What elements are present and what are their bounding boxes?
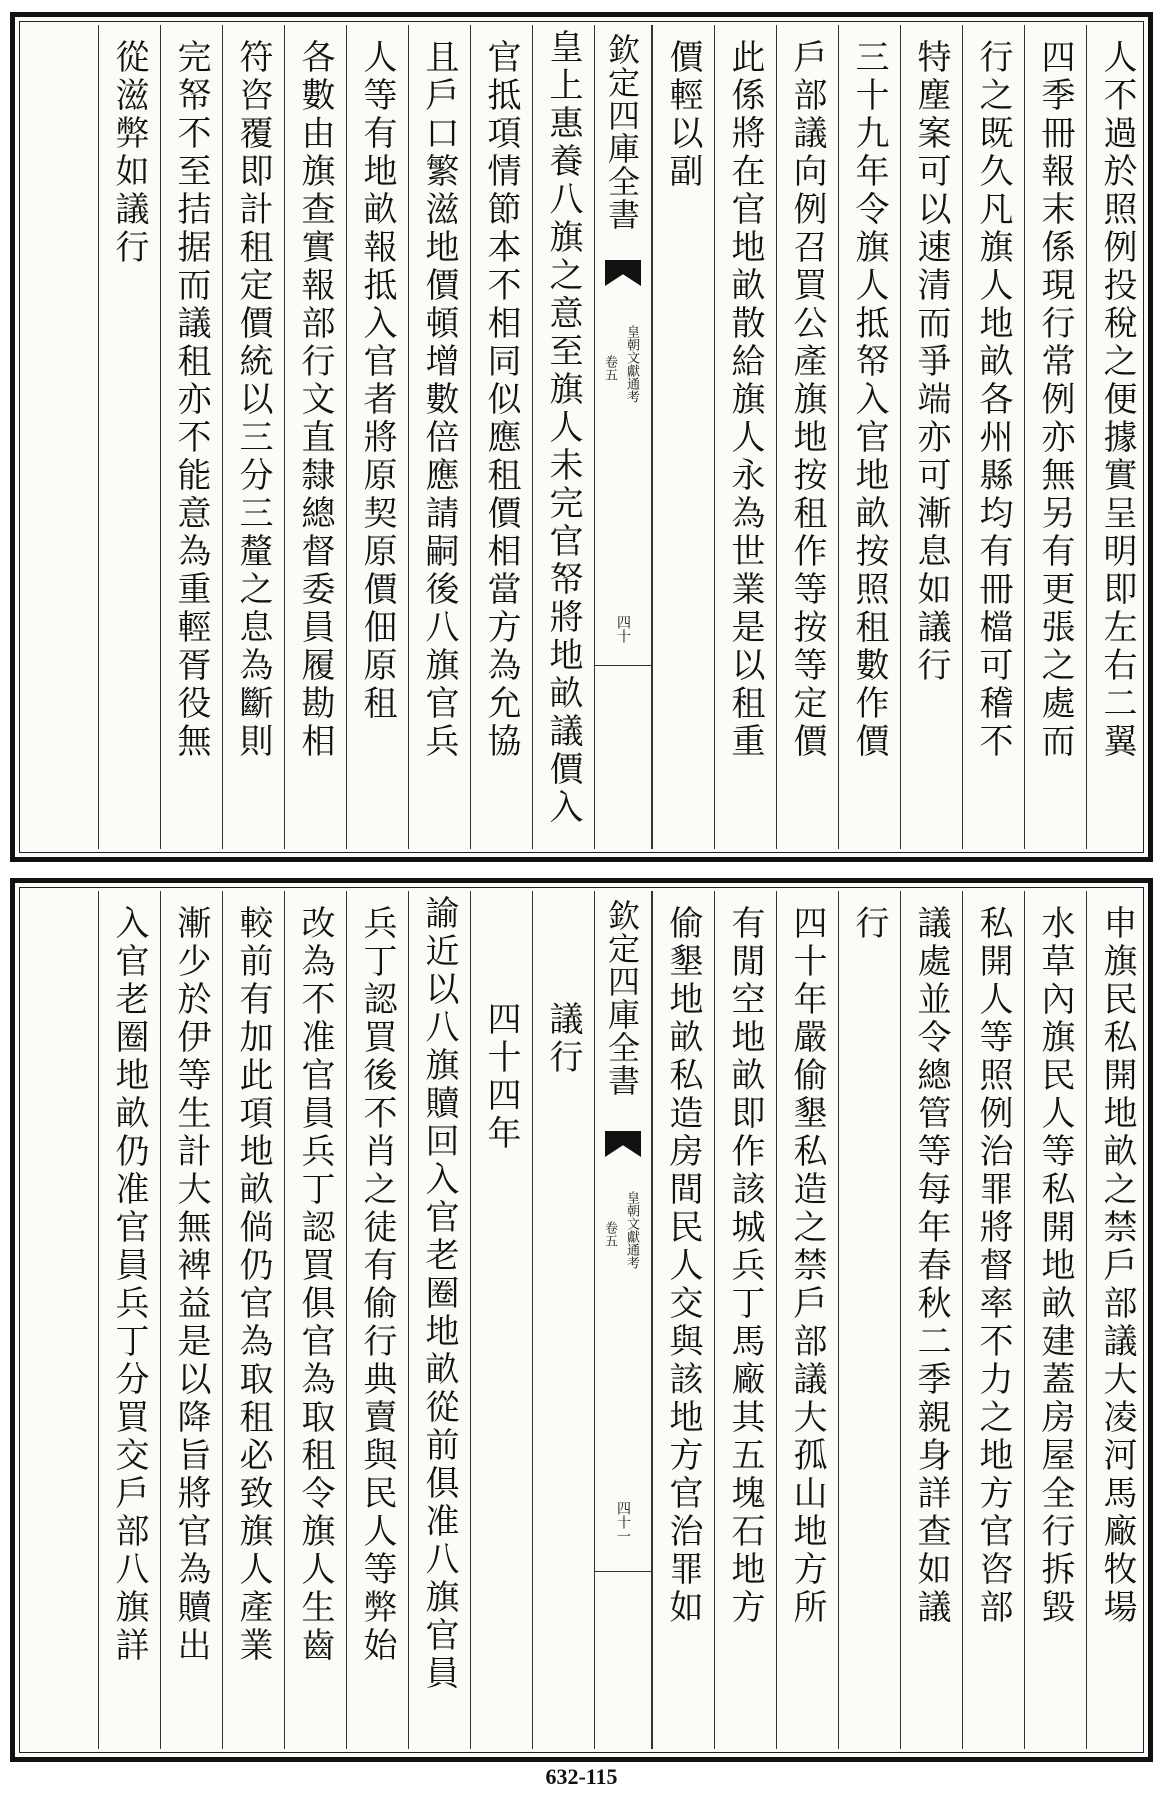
bottom-page	[10, 878, 1153, 1762]
column-text: 從滋弊如議行	[109, 39, 149, 267]
center-book-title: 皇朝文獻通考	[624, 325, 639, 403]
text-column-1	[1086, 891, 1148, 1749]
column-text: 水草內旗民人等私開地畝建蓋房屋全行拆毀	[1035, 905, 1075, 1627]
column-text: 人不過於照例投稅之便據實呈明即左右二翼	[1097, 39, 1137, 761]
column-text: 四十年嚴偷墾私造之禁戶部議大孤山地方所	[787, 905, 827, 1627]
text-column-13	[284, 891, 346, 1749]
center-juan: 卷五	[602, 1221, 617, 1247]
column-text: 行之既久凡旗人地畝各州縣均有冊檔可稽不	[973, 39, 1013, 761]
column-text: 且戶口繁滋地價頓增數倍應請嗣後八旗官兵	[419, 39, 459, 761]
text-column-15	[160, 25, 222, 849]
center-rule	[595, 665, 651, 666]
column-text: 偷墾地畝私造房間民人交與該地方官治罪如	[663, 905, 703, 1627]
column-text: 四季冊報末係現行常例亦無另有更張之處而	[1035, 39, 1075, 761]
top-page	[10, 12, 1153, 862]
column-text: 皇上惠養八旗之意至旗人未完官帑將地畝議價入	[543, 29, 583, 827]
text-column-15	[160, 891, 222, 1749]
center-title: 欽定四庫全書	[603, 33, 641, 231]
fish-tail-mark	[605, 1131, 641, 1157]
column-text: 四十四年	[481, 1001, 521, 1153]
text-column-6	[776, 891, 838, 1749]
text-column-3	[962, 25, 1024, 849]
text-column-6	[776, 25, 838, 849]
column-text: 符咨覆即計租定價統以三分三釐之息為斷則	[233, 39, 273, 761]
column-text: 議行	[543, 1001, 583, 1077]
column-text: 官抵項情節本不相同似應租價相當方為允協	[481, 39, 521, 761]
text-column-4	[900, 891, 962, 1749]
text-column-7	[714, 891, 776, 1749]
text-column-5	[838, 891, 900, 1749]
text-column-16	[98, 25, 160, 849]
text-column-11	[408, 25, 470, 849]
column-text: 各數由旗查實報部行文直隸總督委員履勘相	[295, 39, 335, 761]
fish-tail-mark	[605, 260, 641, 286]
column-text: 申旗民私開地畝之禁戶部議大凌河馬廠牧場	[1097, 905, 1137, 1627]
text-column-2	[1024, 891, 1086, 1749]
text-column-5	[838, 25, 900, 849]
text-column-9	[532, 891, 594, 1749]
column-text: 此係將在官地畝散給旗人永為世業是以租重	[725, 39, 765, 761]
center-rule	[595, 1571, 651, 1572]
center-juan: 卷五	[602, 355, 617, 381]
text-column-12	[346, 25, 408, 849]
center-page-number: 四十一	[615, 1501, 631, 1543]
text-column-13	[284, 25, 346, 849]
text-column-4	[900, 25, 962, 849]
column-text: 議處並令總管等每年春秋二季親身詳查如議	[911, 905, 951, 1627]
center-book-title: 皇朝文獻通考	[624, 1191, 639, 1269]
column-text: 有閒空地畝即作該城兵丁馬廠其五塊石地方	[725, 905, 765, 1627]
center-page-number: 四十	[615, 615, 631, 643]
column-text: 諭近以八旗贖回入官老圈地畝從前俱准八旗官員	[419, 895, 459, 1693]
text-column-10	[470, 891, 532, 1749]
text-column-7	[714, 25, 776, 849]
text-column-14	[222, 891, 284, 1749]
center-title: 欽定四庫全書	[603, 899, 641, 1097]
center-margin	[594, 25, 652, 849]
column-text: 入官老圈地畝仍准官員兵丁分買交戶部八旗詳	[109, 905, 149, 1665]
center-margin	[594, 891, 652, 1749]
column-text: 價輕以副	[663, 39, 703, 191]
column-text: 特塵案可以速清而爭端亦可漸息如議行	[911, 39, 951, 685]
text-column-3	[962, 891, 1024, 1749]
column-text: 人等有地畝報抵入官者將原契原價佃原租	[357, 39, 397, 723]
text-column-1	[1086, 25, 1148, 849]
column-text: 漸少於伊等生計大無裨益是以降旨將官為贖出	[171, 905, 211, 1665]
text-column-8	[652, 891, 714, 1749]
column-text: 較前有加此項地畝倘仍官為取租必致旗人產業	[233, 905, 273, 1665]
text-column-2	[1024, 25, 1086, 849]
column-text: 私開人等照例治罪將督率不力之地方官咨部	[973, 905, 1013, 1627]
column-text: 行	[849, 905, 889, 943]
text-column-8	[652, 25, 714, 849]
footer-code: 632-115	[545, 1764, 618, 1789]
text-column-12	[346, 891, 408, 1749]
column-text: 改為不准官員兵丁認買俱官為取租令旗人生齒	[295, 905, 335, 1665]
text-column-14	[222, 25, 284, 849]
column-text: 兵丁認買後不肖之徒有偷行典賣與民人等弊始	[357, 905, 397, 1665]
column-text: 完帑不至拮据而議租亦不能意為重輕胥役無	[171, 39, 211, 761]
text-column-10	[470, 25, 532, 849]
column-text: 戶部議向例召買公產旗地按租作等按等定價	[787, 39, 827, 761]
text-column-11	[408, 891, 470, 1749]
text-column-16	[98, 891, 160, 1749]
column-text: 三十九年令旗人抵帑入官地畝按照租數作價	[849, 39, 889, 761]
text-column-9	[532, 25, 594, 849]
